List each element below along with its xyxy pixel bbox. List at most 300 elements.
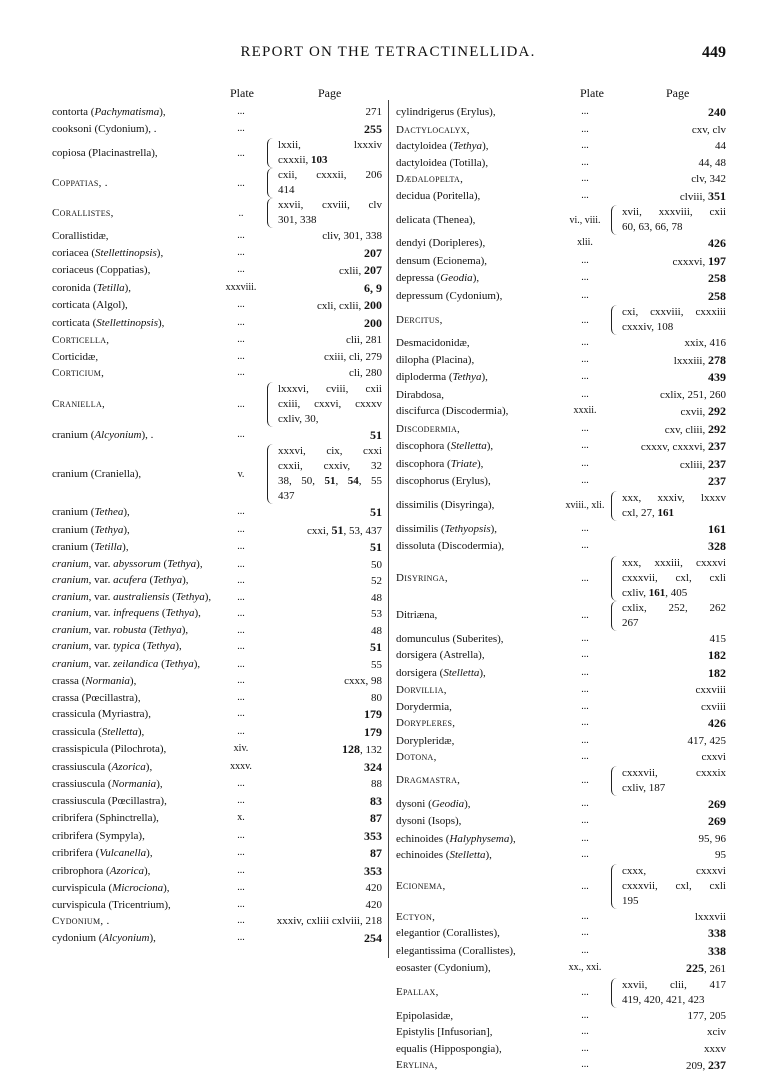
column-divider [388, 100, 389, 958]
index-entry [52, 776, 382, 793]
index-entry [396, 538, 726, 556]
index-entry [396, 1024, 726, 1041]
entry-plate: ... [237, 506, 245, 517]
entry-name: Erylina, [396, 1059, 438, 1071]
entry-name: Dactylocalyx, [396, 123, 470, 136]
index-entry [396, 253, 726, 271]
entry-name: dysoni (Geodia), [396, 797, 471, 810]
entry-name: elegantior (Corallistes), [396, 927, 500, 939]
entry-page: 338 [708, 926, 726, 940]
entry-plate: ... [237, 299, 245, 310]
index-entry [396, 715, 726, 733]
entry-plate: ... [237, 334, 245, 345]
entry-name: eosaster (Cydonium), [396, 962, 491, 974]
entry-name: contorta (Pachymatisma), [52, 106, 166, 118]
entry-page: 237 [708, 474, 726, 488]
entry-name: dactyloidea (Tethya), [396, 140, 489, 152]
entry-plate: ... [237, 864, 245, 876]
column-header [52, 86, 382, 104]
entry-name: coriacea (Stellettinopsis), [52, 246, 164, 259]
entry-page: 254 [364, 930, 382, 945]
entry-page: 48 [371, 591, 382, 604]
index-entry [396, 699, 726, 716]
entry-page: clii, 281 [345, 334, 382, 346]
entry-page: 225, 261 [686, 961, 726, 975]
entry-plate: ... [237, 147, 245, 159]
index-entry [52, 315, 382, 333]
entry-plate: ... [581, 475, 589, 486]
entry-page: 258 [708, 271, 726, 285]
entry-plate: ... [581, 717, 589, 728]
entry-page: 53 [371, 608, 382, 620]
entry-plate: ... [581, 254, 589, 266]
entry-page: lxxii, lxxxiv cxxxii, 103 [267, 138, 382, 168]
entry-plate: ... [581, 797, 589, 809]
entry-plate: xx., xxi. [568, 962, 602, 973]
entry-page: 80 [371, 691, 382, 704]
index-entry [396, 122, 726, 139]
index-entries-right [396, 104, 726, 1075]
entry-name: Epistylis [Infusorian], [396, 1026, 493, 1038]
index-entry [396, 491, 726, 521]
index-entry [396, 909, 726, 926]
entry-page: cxxi, 51, 53, 437 [307, 522, 382, 537]
page-header [50, 44, 726, 68]
entry-name: cranium (Craniella), [52, 467, 142, 480]
entry-plate: ... [581, 700, 589, 712]
entry-name: cranium (Tethea), [52, 506, 130, 518]
entry-plate: ... [581, 910, 589, 922]
entry-name: crassa (Pœcillastra), [52, 691, 141, 704]
entry-plate: ... [581, 289, 589, 301]
entry-page: 95 [715, 849, 726, 861]
index-entry [52, 657, 382, 674]
entry-plate: ... [237, 882, 245, 893]
entry-name: Dercitus, [396, 313, 443, 326]
index-entry [396, 647, 726, 665]
index-entry [396, 1008, 726, 1025]
entry-page: clviii, 351 [679, 188, 726, 203]
entry-plate: ... [237, 608, 245, 619]
entry-name: Epallax, [396, 986, 439, 998]
entry-page: cxxvi [701, 751, 726, 763]
index-entry [52, 606, 382, 623]
entry-page: 417, 425 [687, 734, 726, 747]
entry-name: Corallistes, [52, 206, 114, 219]
entry-page: 51 [370, 540, 382, 554]
entry-page: 353 [364, 828, 382, 843]
entry-page: 439 [708, 370, 726, 384]
entry-plate: ... [581, 388, 589, 400]
entry-name: Corticidæ, [52, 350, 99, 363]
entry-name: cranium, var. robusta (Tethya), [52, 623, 189, 636]
entry-plate: ... [581, 684, 589, 695]
index-entry [52, 828, 382, 846]
entry-page: 338 [708, 943, 726, 958]
entry-page: cli, 280 [349, 367, 382, 379]
index-entry [396, 766, 726, 796]
entry-page: xxxvi, cix, cxxi cxxii, cxxiv, 32 38, 50, 51, 54, 55 437 [267, 444, 382, 504]
entry-name: cranium, var. typica (Tethya), [52, 640, 182, 652]
entry-page: 200 [364, 315, 382, 330]
index-entry [52, 168, 382, 198]
index-entry [396, 235, 726, 253]
entry-plate: ... [581, 337, 589, 348]
entry-name: discophorus (Erylus), [396, 475, 491, 487]
entry-plate: ... [581, 610, 589, 621]
index-entry [396, 438, 726, 456]
entry-plate: ... [581, 314, 589, 326]
entry-name: cranium (Tetilla), [52, 541, 129, 553]
entry-name: crassiuscula (Normania), [52, 778, 163, 790]
entry-plate: ... [581, 457, 589, 469]
entry-name: dysoni (Isops), [396, 815, 462, 827]
index-entry [52, 863, 382, 881]
entry-page: cxlix, 252, 262 267 [611, 601, 726, 631]
index-entry [396, 796, 726, 814]
index-entry [396, 403, 726, 421]
entry-plate: ... [237, 575, 245, 586]
index-entry [396, 1041, 726, 1058]
index-entry [396, 104, 726, 122]
entry-plate: ... [581, 849, 589, 860]
entry-plate: ... [237, 523, 245, 535]
index-entry [52, 930, 382, 948]
entry-plate: ... [581, 666, 589, 678]
entry-page: 353 [364, 863, 382, 878]
index-entry [396, 1057, 726, 1075]
entry-plate: ... [237, 725, 245, 737]
entry-name: echinoides (Stelletta), [396, 849, 492, 861]
entry-plate: ... [237, 316, 245, 328]
entry-plate: ... [581, 751, 589, 762]
index-entry [52, 706, 382, 724]
entry-plate: ... [237, 794, 245, 806]
entry-page: 88 [371, 778, 382, 790]
index-entry [52, 573, 382, 590]
entry-name: elegantissima (Corallistes), [396, 944, 516, 957]
entry-name: dissimilis (Tethyopsis), [396, 522, 498, 535]
entry-name: Ditriæna, [396, 609, 438, 621]
index-entry [52, 724, 382, 742]
entry-plate: ... [581, 832, 589, 844]
entry-plate: ... [237, 230, 245, 241]
entry-name: discifurca (Discodermia), [396, 405, 509, 417]
entry-page: 207 [364, 245, 382, 260]
entry-name: Dædalopelta, [396, 173, 464, 185]
entry-page: xciv [707, 1026, 726, 1038]
entry-page: lxxxvi, cviii, cxii cxiii, cxxvi, cxxxv cxliv, 30, [267, 382, 382, 427]
index-entry [396, 978, 726, 1008]
entry-plate: .. [238, 207, 244, 219]
index-entry [52, 382, 382, 427]
entry-page: cliv, 301, 338 [322, 230, 382, 242]
index-entry [396, 335, 726, 352]
entry-name: depressum (Cydonium), [396, 289, 503, 302]
entry-page: 209, 237 [686, 1058, 726, 1072]
index-entry [52, 349, 382, 366]
index-entry [52, 880, 382, 897]
entry-plate: ... [237, 367, 245, 378]
entry-plate: xxxv. [230, 760, 252, 772]
index-entry [52, 104, 382, 121]
entry-plate: ... [581, 880, 589, 892]
index-entry [396, 155, 726, 172]
entry-page: cxi, cxxviii, cxxxiii cxxxiv, 108 [611, 305, 726, 335]
entry-name: dilopha (Placina), [396, 353, 475, 366]
entry-plate: ... [237, 915, 245, 926]
index-entry [52, 810, 382, 828]
entry-name: depressa (Geodia), [396, 272, 480, 284]
index-entry [52, 913, 382, 930]
entry-plate: ... [581, 734, 589, 746]
entry-page: cxli, cxlii, 200 [316, 298, 382, 312]
entry-page: cxv, clv [691, 123, 726, 136]
entry-plate: ... [237, 246, 245, 258]
entry-name: Dorydermia, [396, 700, 452, 713]
entry-plate: xxxviii. [225, 281, 257, 293]
entry-name: copiosa (Placinastrella), [52, 146, 158, 159]
entry-plate: vi., viii. [569, 214, 601, 226]
index-entry [396, 556, 726, 601]
index-entry [52, 897, 382, 914]
entry-name: cranium, var. acufera (Tethya), [52, 574, 189, 586]
entry-name: Ectyon, [396, 910, 436, 923]
entry-page: 51 [370, 427, 382, 442]
entry-page: 51 [370, 505, 382, 519]
index-entry [396, 665, 726, 683]
entry-plate: xlii. [577, 237, 593, 248]
index-entry [396, 171, 726, 188]
entry-page: xxx, xxxiv, lxxxv cxl, 27, 161 [611, 491, 726, 521]
index-entry [396, 682, 726, 699]
entry-name: crassicula (Stelletta), [52, 725, 145, 738]
entry-page: cxii, cxxxii, 206 414 [267, 168, 382, 198]
entry-plate: ... [581, 649, 589, 660]
entry-plate: ... [237, 931, 245, 943]
entry-page: 426 [708, 236, 726, 250]
entry-page: lxxxiii, 278 [673, 352, 726, 367]
entry-name: decidua (Poritella), [396, 189, 481, 202]
entry-plate: ... [237, 541, 245, 552]
index-entry [396, 943, 726, 961]
entry-plate: ... [581, 572, 589, 584]
entry-page: cxxx, 98 [344, 675, 382, 687]
index-entry [52, 759, 382, 777]
index-entry [52, 138, 382, 168]
entry-plate: ... [237, 122, 245, 134]
entry-page: xxxv [704, 1042, 726, 1055]
index-entry [52, 504, 382, 522]
entry-plate: ... [237, 350, 245, 362]
entry-name: dissimilis (Disyringa), [396, 499, 495, 511]
entry-name: discophora (Stelletta), [396, 440, 494, 452]
index-entry [396, 749, 726, 766]
entry-page: 48 [371, 624, 382, 637]
entry-name: cranium (Tethya), [52, 523, 130, 536]
index-entry [396, 864, 726, 909]
entry-plate: xviii., xli. [565, 500, 605, 511]
entry-page: xvii, xxxviii, cxii 60, 63, 66, 78 [611, 205, 726, 235]
plate-header: Plate [580, 86, 604, 100]
entry-name: cranium, var. zeilandica (Tethya), [52, 657, 201, 670]
entry-plate: ... [237, 708, 245, 719]
entry-page: 258 [708, 288, 726, 303]
index-entry [52, 690, 382, 707]
entry-plate: xiv. [233, 743, 249, 754]
entry-name: dendyi (Doripleres), [396, 237, 486, 249]
entry-name: dorsigera (Astrella), [396, 649, 485, 661]
index-entry [396, 473, 726, 491]
entry-plate: ... [581, 189, 589, 201]
entry-plate: xxxii. [573, 405, 597, 416]
entry-name: diploderma (Tethya), [396, 371, 488, 383]
index-entry [52, 280, 382, 298]
entry-plate: ... [237, 641, 245, 652]
entry-page: cxxviii [695, 684, 726, 696]
entry-page: cxxxvi, 197 [672, 253, 726, 268]
entry-plate: ... [237, 398, 245, 410]
index-entry [396, 352, 726, 370]
index-entry [396, 521, 726, 539]
entry-plate: ... [581, 272, 589, 283]
entry-plate: ... [581, 353, 589, 365]
entry-name: crassiuscula (Pœcillastra), [52, 794, 167, 807]
index-entry [396, 138, 726, 155]
entry-name: dorsigera (Stelletta), [396, 666, 486, 679]
entry-plate: v. [237, 468, 245, 480]
entry-plate: ... [581, 422, 589, 434]
entry-name: curvispicula (Microciona), [52, 882, 170, 894]
entry-name: corticata (Stellettinopsis), [52, 316, 165, 329]
index-entry [396, 387, 726, 404]
entry-name: cribrophora (Azorica), [52, 864, 151, 877]
index-entry [52, 623, 382, 640]
entry-name: Dotona, [396, 751, 437, 763]
entry-name: cribrifera (Sphinctrella), [52, 812, 159, 824]
index-entry [52, 522, 382, 540]
entry-name: Dorvillia, [396, 684, 447, 696]
entry-name: echinoides (Halyphysema), [396, 832, 516, 845]
entry-page: 328 [708, 539, 726, 553]
entry-plate: ... [237, 177, 245, 189]
entry-plate: ... [237, 591, 245, 603]
entry-plate: ... [581, 140, 589, 151]
entry-page: cxviii [700, 700, 726, 713]
index-entry [52, 639, 382, 657]
index-entry [52, 297, 382, 315]
index-entry [52, 365, 382, 382]
entry-page: cxxx, cxxxvi cxxxvii, cxl, cxli 195 [611, 864, 726, 909]
entry-name: cooksoni (Cydonium), . [52, 122, 157, 135]
entry-plate: ... [237, 691, 245, 703]
entry-page: cxlii, 207 [338, 263, 382, 277]
entry-plate: ... [581, 522, 589, 534]
entry-page: 177, 205 [687, 1009, 726, 1022]
entry-page: 324 [364, 759, 382, 774]
entry-plate: ... [237, 558, 245, 570]
entry-page: xxvii, cxviii, clv 301, 338 [267, 198, 382, 228]
entry-name: curvispicula (Tricentrium), [52, 898, 171, 911]
entry-page: 182 [708, 648, 726, 662]
entry-name: densum (Ecionema), [396, 254, 488, 267]
entry-name: Disyringa, [396, 571, 448, 584]
entry-page: cxiii, cli, 279 [323, 350, 382, 363]
entry-page: cxxxv, cxxxvi, 237 [640, 439, 726, 453]
entry-page: xxx, xxxiii, cxxxvi cxxxvii, cxl, cxli cxliv, 161, 405 [611, 556, 726, 601]
entry-name: dissoluta (Discodermia), [396, 540, 505, 552]
index-entry [396, 925, 726, 943]
entry-plate: ... [581, 1059, 589, 1070]
entry-name: Discodermia, [396, 422, 461, 435]
entry-plate: ... [581, 440, 589, 451]
entry-name: coronida (Tetilla), [52, 281, 132, 294]
entry-page: 269 [708, 814, 726, 828]
index-entry [396, 733, 726, 750]
index-entry [52, 793, 382, 811]
index-entry [52, 539, 382, 557]
entry-page: cxlix, 251, 260 [660, 388, 726, 401]
entry-name: dactyloidea (Totilla), [396, 156, 489, 169]
entry-page: xxvii, clii, 417 419, 420, 421, 423 [611, 978, 726, 1008]
entry-page: 51 [370, 640, 382, 654]
entry-page: 50 [371, 558, 382, 571]
index-entry [396, 270, 726, 288]
entry-page: 271 [365, 106, 382, 118]
entry-name: crassispicula (Pilochrota), [52, 743, 167, 755]
entry-page: 87 [370, 811, 382, 825]
entry-name: cranium, var. australiensis (Tethya), [52, 590, 212, 603]
index-entry [396, 601, 726, 631]
entry-name: discophora (Triate), [396, 457, 484, 470]
entry-page: 255 [364, 121, 382, 136]
entry-name: cribrifera (Vulcanella), [52, 847, 153, 859]
entry-page: cxliii, 237 [679, 456, 726, 471]
entry-name: cribrifera (Sympyla), [52, 829, 145, 842]
entry-page: lxxxvii [694, 910, 726, 923]
entry-page: 95, 96 [698, 832, 726, 845]
page-number: 449 [702, 44, 726, 61]
entry-plate: ... [237, 778, 245, 789]
entry-name: crassiuscula (Azorica), [52, 760, 153, 773]
entry-name: Corticella, [52, 334, 110, 346]
entry-plate: ... [581, 123, 589, 135]
index-entry [396, 369, 726, 387]
index-entry [52, 673, 382, 690]
entry-name: Cydonium, . [52, 915, 110, 927]
entry-page: 179 [364, 707, 382, 721]
index-entry [52, 444, 382, 504]
index-entry [396, 188, 726, 206]
entry-page: 52 [371, 575, 382, 587]
entry-name: crassicula (Myriastra), [52, 708, 151, 720]
entry-page: 6, 9 [364, 280, 382, 295]
index-entry [52, 228, 382, 245]
entry-plate: ... [581, 1042, 589, 1054]
index-entry [396, 631, 726, 648]
entry-name: cranium (Alcyonium), . [52, 428, 154, 441]
entry-page: 179 [364, 724, 382, 739]
entry-page: 44 [715, 140, 726, 152]
entry-name: Coppatias, . [52, 176, 108, 189]
column-header [396, 86, 726, 104]
index-entry [396, 421, 726, 439]
entry-page: cxvii, 292 [680, 404, 726, 418]
entry-page: 426 [708, 716, 726, 730]
entry-plate: ... [581, 106, 589, 117]
plate-header: Plate [230, 86, 254, 100]
entry-name: Dirabdosa, [396, 388, 444, 401]
